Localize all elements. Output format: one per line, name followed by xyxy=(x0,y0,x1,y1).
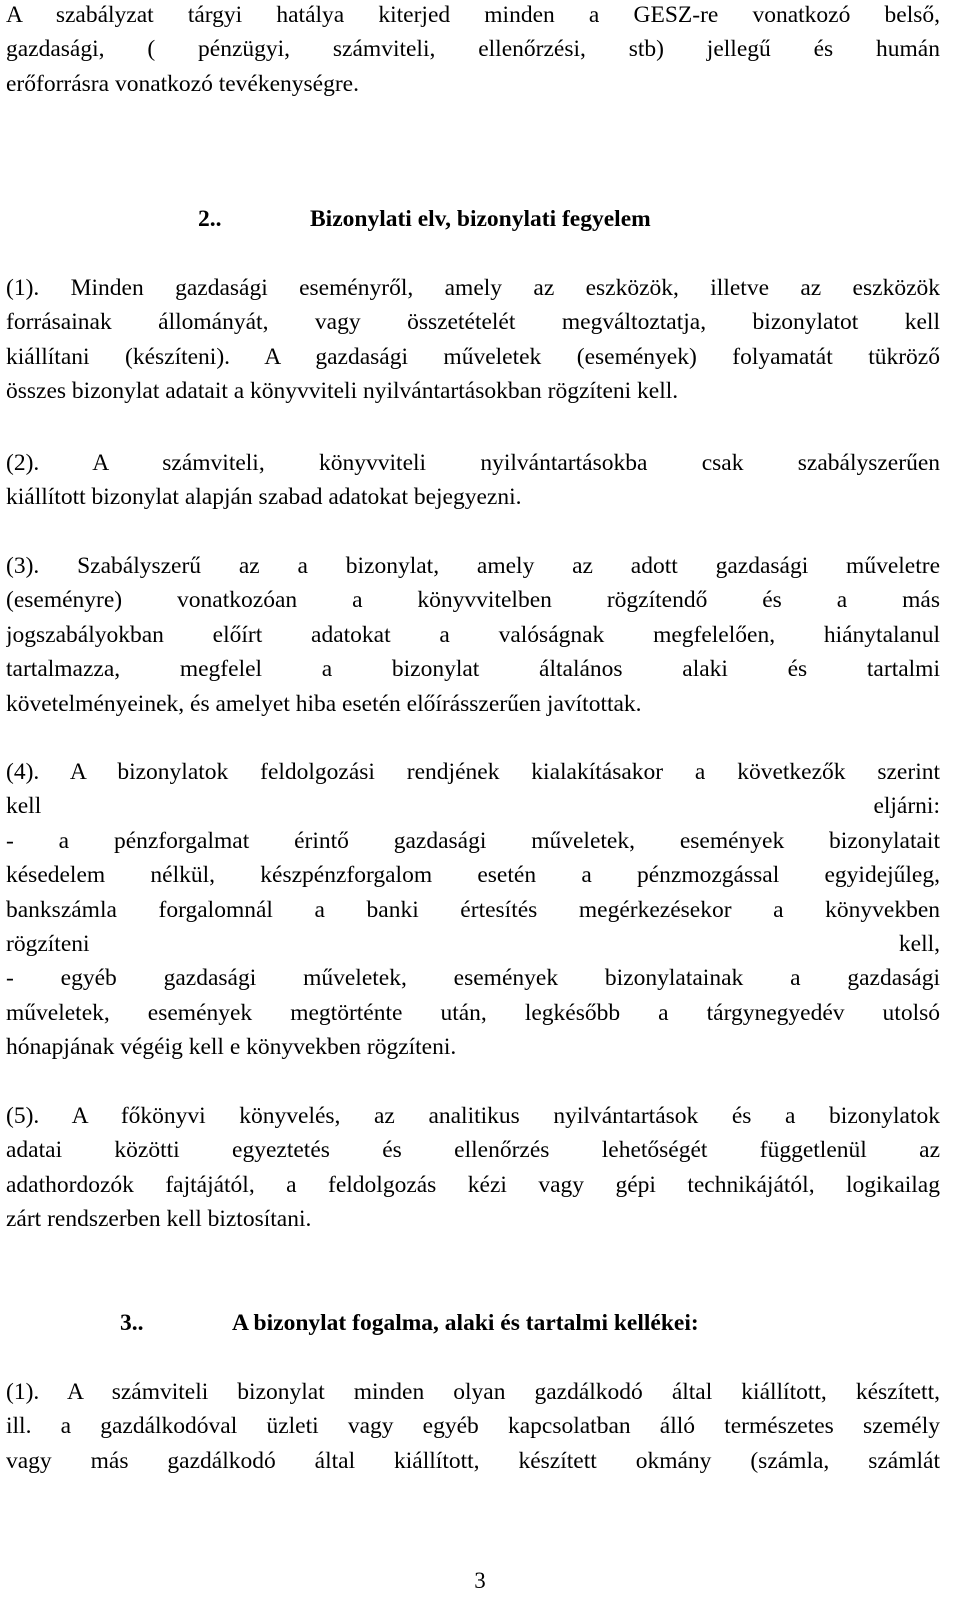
paragraph-4 xyxy=(6,755,940,1065)
page-number: 3 xyxy=(474,1568,486,1593)
text-line: (4). A bizonylatok feldolgozási rendjének kialakításakor a következők szerint xyxy=(6,759,940,785)
section-marker: . xyxy=(137,1310,144,1336)
text-line: késedelem nélkül, készpénzforgalom esetén a pénzmozgással egyidejűleg, xyxy=(6,862,940,889)
text-line: - egyéb gazdasági műveletek, események bizonylatainak a gazdasági xyxy=(6,965,940,992)
paragraph-5 xyxy=(6,1099,940,1237)
text-line: erőforrásra vonatkozó tevékenységre. xyxy=(6,70,359,97)
section-title: Bizonylati elv, bizonylati fegyelem xyxy=(310,206,651,232)
section-number: 2. xyxy=(198,206,216,232)
paragraph-3 xyxy=(6,549,940,721)
text-line: ill. a gazdálkodóval üzleti vagy egyéb kapcsolatban álló természetes személy xyxy=(6,1413,940,1440)
text-line: hónapjának végéig kell e könyvekben rögzíteni. xyxy=(6,1034,457,1061)
text-line: (5). A főkönyvi könyvelés, az analitikus nyilvántartások és a bizonylatok xyxy=(6,1103,940,1129)
text-line: műveletek, események megtörténte után, legkésőbb a tárgynegyedév utolsó xyxy=(6,999,940,1026)
paragraph-1 xyxy=(6,271,940,409)
text-line: kiállítani (készíteni). A gazdasági műveletek (események) folyamatát tükröző xyxy=(6,343,940,370)
text-line: jogszabályokban előírt adatokat a valóságnak megfelelően, hiánytalanul xyxy=(6,621,940,648)
text-line: bankszámla forgalomnál a banki értesítés megérkezésekor a könyvekben xyxy=(6,896,940,923)
section-2-heading xyxy=(198,202,651,236)
text-line: rögzíteni kell, xyxy=(6,931,940,958)
text-line: kell eljárni: xyxy=(6,793,940,820)
text-line: (1). A számviteli bizonylat minden olyan gazdálkodó által kiállított, készített, xyxy=(6,1379,940,1405)
text-line: adathordozók fajtájától, a feldolgozás kézi vagy gépi technikájától, logikailag xyxy=(6,1171,940,1198)
section-marker: . xyxy=(215,206,222,232)
text-line: forrásainak állományát, vagy összetételét megváltoztatja, bizonylatot kell xyxy=(6,309,940,336)
section-title: A bizonylat fogalma, alaki és tartalmi kellékei: xyxy=(232,1310,699,1336)
text-line: adatai közötti egyeztetés és ellenőrzés lehetőségét függetlenül az xyxy=(6,1137,940,1164)
text-line: (1). Minden gazdasági eseményről, amely az eszközök, illetve az eszközök xyxy=(6,275,940,301)
section-3-heading xyxy=(120,1306,699,1340)
paragraph-2 xyxy=(6,446,940,515)
text-line: követelményeinek, és amelyet hiba esetén előírásszerűen javítottak. xyxy=(6,690,642,717)
text-line: vagy más gazdálkodó által kiállított, készített okmány (számla, számlát xyxy=(6,1447,940,1474)
text-line: tartalmazza, megfelel a bizonylat általános alaki és tartalmi xyxy=(6,656,940,683)
section-number: 3. xyxy=(120,1310,138,1336)
paragraph-6 xyxy=(6,1375,940,1478)
text-line: (eseményre) vonatkozóan a könyvvitelben rögzítendő és a más xyxy=(6,587,940,614)
text-line: összes bizonylat adatait a könyvviteli nyilvántartásokban rögzíteni kell. xyxy=(6,378,679,405)
text-line: (3). Szabályszerű az a bizonylat, amely az adott gazdasági műveletre xyxy=(6,553,940,579)
text-line: - a pénzforgalmat érintő gazdasági műveletek, események bizonylatait xyxy=(6,827,940,854)
text-line: zárt rendszerben kell biztosítani. xyxy=(6,1206,312,1233)
text-line: (2). A számviteli, könyvviteli nyilvántartásokba csak szabályszerűen xyxy=(6,450,940,476)
text-line: A szabályzat tárgyi hatálya kiterjed minden a GESZ-re vonatkozó belső, xyxy=(6,2,940,28)
text-line: gazdasági, ( pénzügyi, számviteli, ellenőrzési, stb) jellegű és humán xyxy=(6,36,940,63)
text-line: kiállított bizonylat alapján szabad adatokat bejegyezni. xyxy=(6,484,522,511)
intro-paragraph xyxy=(6,0,940,101)
